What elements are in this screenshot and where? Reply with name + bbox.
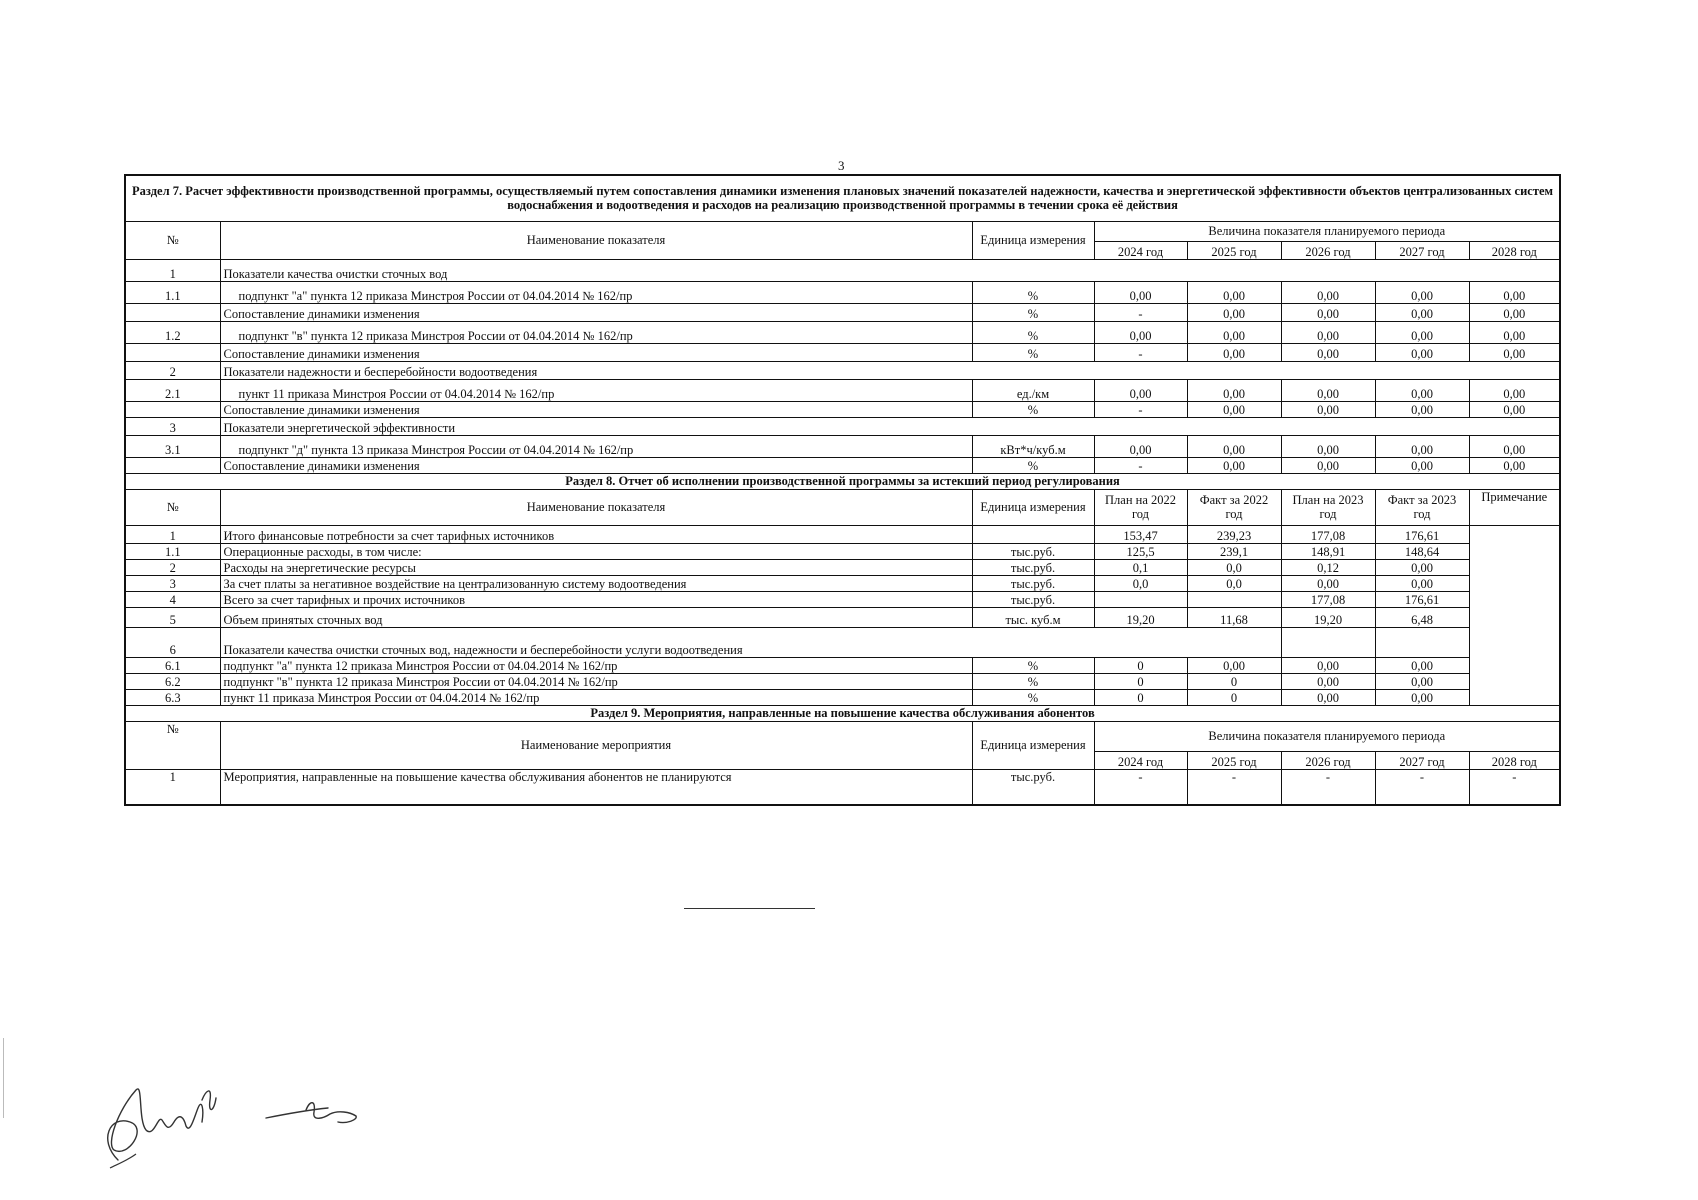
row-value: 0,00 <box>1281 401 1375 417</box>
table-row <box>125 543 1560 559</box>
row-value: 0,00 <box>1375 673 1469 689</box>
row-value: 6,48 <box>1375 607 1469 627</box>
table-row <box>125 559 1560 575</box>
row-value: - <box>1094 769 1187 805</box>
row-value: - <box>1281 769 1375 805</box>
row-name: Сопоставление динамики изменения <box>220 401 972 417</box>
row-name: подпункт "д" пункта 13 приказа Минстроя России от 04.04.2014 № 162/пр <box>220 435 972 457</box>
row-number: 1 <box>125 259 220 281</box>
page-number: 3 <box>838 158 845 173</box>
row-unit: ед./км <box>972 379 1094 401</box>
group-row <box>125 417 1560 435</box>
row-value: 125,5 <box>1094 543 1187 559</box>
row-number: 1.2 <box>125 321 220 343</box>
row-value: 0,00 <box>1187 657 1281 673</box>
row-value: 0,00 <box>1469 321 1560 343</box>
report-table <box>124 174 1561 806</box>
row-value: 0,0 <box>1187 559 1281 575</box>
row-number: 2.1 <box>125 379 220 401</box>
table-row <box>125 401 1560 417</box>
section8-col-plan2023: План на 2023 год <box>1281 489 1375 525</box>
section9-col-unit: Единица измерения <box>972 721 1094 769</box>
section8-col-plan2022: План на 2022 год <box>1094 489 1187 525</box>
row-value: - <box>1469 769 1560 805</box>
row-value: 176,61 <box>1375 591 1469 607</box>
section7-year: 2024 год <box>1094 241 1187 259</box>
section8-col-unit: Единица измерения <box>972 489 1094 525</box>
section7-year: 2026 год <box>1281 241 1375 259</box>
section7-year: 2025 год <box>1187 241 1281 259</box>
row-value: 0,00 <box>1375 575 1469 591</box>
row-name: Расходы на энергетические ресурсы <box>220 559 972 575</box>
row-value: 0 <box>1187 689 1281 705</box>
row-value: 0,00 <box>1187 379 1281 401</box>
row-unit: % <box>972 281 1094 303</box>
table-row <box>125 303 1560 321</box>
row-value: - <box>1094 457 1187 473</box>
row-value: 0,00 <box>1187 343 1281 361</box>
table-row <box>125 769 1560 805</box>
row-name: За счет платы за негативное воздействие на централизованную систему водоотведения <box>220 575 972 591</box>
row-value: 0 <box>1094 657 1187 673</box>
row-value: 153,47 <box>1094 525 1187 543</box>
row-unit: тыс.руб. <box>972 543 1094 559</box>
row-unit: тыс. куб.м <box>972 607 1094 627</box>
row-value: - <box>1094 343 1187 361</box>
section7-col-no: № <box>125 221 220 259</box>
row-unit: % <box>972 343 1094 361</box>
row-value: 148,64 <box>1375 543 1469 559</box>
row-value: 0,00 <box>1281 457 1375 473</box>
row-value: 0,00 <box>1187 281 1281 303</box>
row-name: Объем принятых сточных вод <box>220 607 972 627</box>
row-value: 239,23 <box>1187 525 1281 543</box>
row-value: 0,00 <box>1375 321 1469 343</box>
row-value: - <box>1094 303 1187 321</box>
section9-year: 2024 год <box>1094 751 1187 769</box>
section8-col-name: Наименование показателя <box>220 489 972 525</box>
row-value: 177,08 <box>1281 591 1375 607</box>
row-value: 0,0 <box>1187 575 1281 591</box>
row-value: 0,00 <box>1375 457 1469 473</box>
row-number: 3 <box>125 575 220 591</box>
row-value: 0,00 <box>1281 689 1375 705</box>
row-number: 1.1 <box>125 281 220 303</box>
row-number: 1 <box>125 525 220 543</box>
row-unit: тыс.руб. <box>972 769 1094 805</box>
table-row <box>125 435 1560 457</box>
row-value: - <box>1375 769 1469 805</box>
table-row <box>125 657 1560 673</box>
row-value: 0,00 <box>1281 281 1375 303</box>
row-value: 0,00 <box>1281 321 1375 343</box>
row-name: Сопоставление динамики изменения <box>220 457 972 473</box>
section8-col-fact2022: Факт за 2022 год <box>1187 489 1281 525</box>
section7-year: 2028 год <box>1469 241 1560 259</box>
row-unit: тыс.руб. <box>972 591 1094 607</box>
row-value: 0,00 <box>1375 303 1469 321</box>
row-unit: кВт*ч/куб.м <box>972 435 1094 457</box>
section7-col-name: Наименование показателя <box>220 221 972 259</box>
table-row <box>125 689 1560 705</box>
row-value: 0,00 <box>1469 281 1560 303</box>
row-name: Показатели энергетической эффективности <box>220 417 1560 435</box>
row-name: Мероприятия, направленные на повышение качества обслуживания абонентов не планируются <box>220 769 972 805</box>
row-value: 0,00 <box>1094 435 1187 457</box>
row-value <box>1094 591 1187 607</box>
row-unit: % <box>972 657 1094 673</box>
row-value <box>1281 627 1375 657</box>
section7-col-unit: Единица измерения <box>972 221 1094 259</box>
row-note <box>1469 525 1560 705</box>
row-value <box>1375 627 1469 657</box>
row-number: 3.1 <box>125 435 220 457</box>
row-value: 0,00 <box>1375 559 1469 575</box>
section9-year: 2028 год <box>1469 751 1560 769</box>
row-name: Сопоставление динамики изменения <box>220 303 972 321</box>
row-value: 0,00 <box>1187 457 1281 473</box>
section7-title: Раздел 7. Расчет эффективности производственной программы, осуществляемый путем сопоставления динамики изменения плановых значений показателей надежности, качества и энергетической эффективности объектов централизованных систем водоснабжения и водоотведения и расходов на реализацию производственной программы в течении срока её действия <box>125 175 1560 221</box>
row-value: 0,00 <box>1187 321 1281 343</box>
row-value: 0,00 <box>1469 343 1560 361</box>
table-row <box>125 379 1560 401</box>
row-value: 0,00 <box>1281 303 1375 321</box>
section8-col-note: Примечание <box>1469 489 1560 525</box>
row-value: 0,00 <box>1469 435 1560 457</box>
row-value: 0,00 <box>1281 435 1375 457</box>
row-value: 0,00 <box>1469 303 1560 321</box>
row-value: 0,00 <box>1375 435 1469 457</box>
section8-col-no: № <box>125 489 220 525</box>
row-name: подпункт "а" пункта 12 приказа Минстроя России от 04.04.2014 № 162/пр <box>220 657 972 673</box>
row-value: 0 <box>1094 689 1187 705</box>
row-value: 177,08 <box>1281 525 1375 543</box>
row-unit: тыс.руб. <box>972 575 1094 591</box>
row-value: 176,61 <box>1375 525 1469 543</box>
row-value: 0,12 <box>1281 559 1375 575</box>
row-unit <box>972 525 1094 543</box>
row-value: 0,00 <box>1187 435 1281 457</box>
row-value: 0,00 <box>1187 303 1281 321</box>
row-number: 5 <box>125 607 220 627</box>
group-row <box>125 627 1560 657</box>
row-unit: % <box>972 457 1094 473</box>
table-row <box>125 673 1560 689</box>
row-number: 3 <box>125 417 220 435</box>
row-unit: % <box>972 689 1094 705</box>
row-value: 0,1 <box>1094 559 1187 575</box>
row-value: - <box>1094 401 1187 417</box>
margin-line <box>3 1038 4 1118</box>
row-number: 2 <box>125 559 220 575</box>
row-unit: % <box>972 303 1094 321</box>
row-name: Показатели качества очистки сточных вод <box>220 259 1560 281</box>
row-value: 0,00 <box>1281 575 1375 591</box>
row-unit: % <box>972 401 1094 417</box>
table-row <box>125 321 1560 343</box>
row-value: 0,00 <box>1281 673 1375 689</box>
row-value: 0,00 <box>1469 457 1560 473</box>
row-value: 0,00 <box>1375 281 1469 303</box>
row-number: 6.3 <box>125 689 220 705</box>
row-name: подпункт "в" пункта 12 приказа Минстроя России от 04.04.2014 № 162/пр <box>220 673 972 689</box>
row-value: 0,00 <box>1094 281 1187 303</box>
row-name: пункт 11 приказа Минстроя России от 04.04.2014 № 162/пр <box>220 379 972 401</box>
section9-col-no: № <box>125 721 220 769</box>
section7-year: 2027 год <box>1375 241 1469 259</box>
row-value: 19,20 <box>1094 607 1187 627</box>
row-value: 0,00 <box>1094 379 1187 401</box>
row-name: пункт 11 приказа Минстроя России от 04.04.2014 № 162/пр <box>220 689 972 705</box>
row-value <box>1187 591 1281 607</box>
row-value: 0,00 <box>1187 401 1281 417</box>
row-unit: тыс.руб. <box>972 559 1094 575</box>
row-number: 4 <box>125 591 220 607</box>
row-number: 1 <box>125 769 220 805</box>
row-unit: % <box>972 321 1094 343</box>
section8-title: Раздел 8. Отчет об исполнении производственной программы за истекший период регулирования <box>125 473 1560 489</box>
row-number: 6.1 <box>125 657 220 673</box>
row-value: 0,00 <box>1469 401 1560 417</box>
row-value: 0,00 <box>1375 689 1469 705</box>
row-value: 11,68 <box>1187 607 1281 627</box>
row-value: 0,00 <box>1469 379 1560 401</box>
row-value: - <box>1187 769 1281 805</box>
row-value: 239,1 <box>1187 543 1281 559</box>
row-name: Показатели надежности и бесперебойности водоотведения <box>220 361 1560 379</box>
group-row <box>125 361 1560 379</box>
row-name: Операционные расходы, в том числе: <box>220 543 972 559</box>
section7-col-period: Величина показателя планируемого периода <box>1094 221 1560 241</box>
row-number <box>125 303 220 321</box>
section9-year: 2026 год <box>1281 751 1375 769</box>
section9-col-period: Величина показателя планируемого периода <box>1094 721 1560 751</box>
handwritten-signature <box>88 1060 388 1170</box>
row-value: 0,00 <box>1375 343 1469 361</box>
row-name: Итого финансовые потребности за счет тарифных источников <box>220 525 972 543</box>
row-name: подпункт "а" пункта 12 приказа Минстроя России от 04.04.2014 № 162/пр <box>220 281 972 303</box>
row-number: 2 <box>125 361 220 379</box>
table-row <box>125 525 1560 543</box>
section9-title: Раздел 9. Мероприятия, направленные на повышение качества обслуживания абонентов <box>125 705 1560 721</box>
row-value: 0,00 <box>1094 321 1187 343</box>
row-name: Сопоставление динамики изменения <box>220 343 972 361</box>
group-row <box>125 259 1560 281</box>
row-value: 148,91 <box>1281 543 1375 559</box>
table-row <box>125 343 1560 361</box>
row-value: 0 <box>1187 673 1281 689</box>
row-value: 0,00 <box>1375 657 1469 673</box>
row-number: 6 <box>125 627 220 657</box>
row-value: 0 <box>1094 673 1187 689</box>
table-row <box>125 591 1560 607</box>
section9-col-name: Наименование мероприятия <box>220 721 972 769</box>
table-row <box>125 575 1560 591</box>
row-name: Показатели качества очистки сточных вод, надежности и бесперебойности услуги водоотведения <box>220 627 1281 657</box>
row-number <box>125 401 220 417</box>
row-number <box>125 343 220 361</box>
row-name: Всего за счет тарифных и прочих источников <box>220 591 972 607</box>
table-row <box>125 607 1560 627</box>
section9-year: 2027 год <box>1375 751 1469 769</box>
section8-col-fact2023: Факт за 2023 год <box>1375 489 1469 525</box>
row-value: 0,00 <box>1281 379 1375 401</box>
row-value: 19,20 <box>1281 607 1375 627</box>
row-value: 0,0 <box>1094 575 1187 591</box>
row-unit: % <box>972 673 1094 689</box>
row-number <box>125 457 220 473</box>
row-number: 1.1 <box>125 543 220 559</box>
row-name: подпункт "в" пункта 12 приказа Минстроя России от 04.04.2014 № 162/пр <box>220 321 972 343</box>
section9-year: 2025 год <box>1187 751 1281 769</box>
row-value: 0,00 <box>1375 401 1469 417</box>
row-value: 0,00 <box>1375 379 1469 401</box>
row-value: 0,00 <box>1281 343 1375 361</box>
table-row <box>125 281 1560 303</box>
end-rule <box>684 908 815 909</box>
row-number: 6.2 <box>125 673 220 689</box>
table-row <box>125 457 1560 473</box>
row-value: 0,00 <box>1281 657 1375 673</box>
